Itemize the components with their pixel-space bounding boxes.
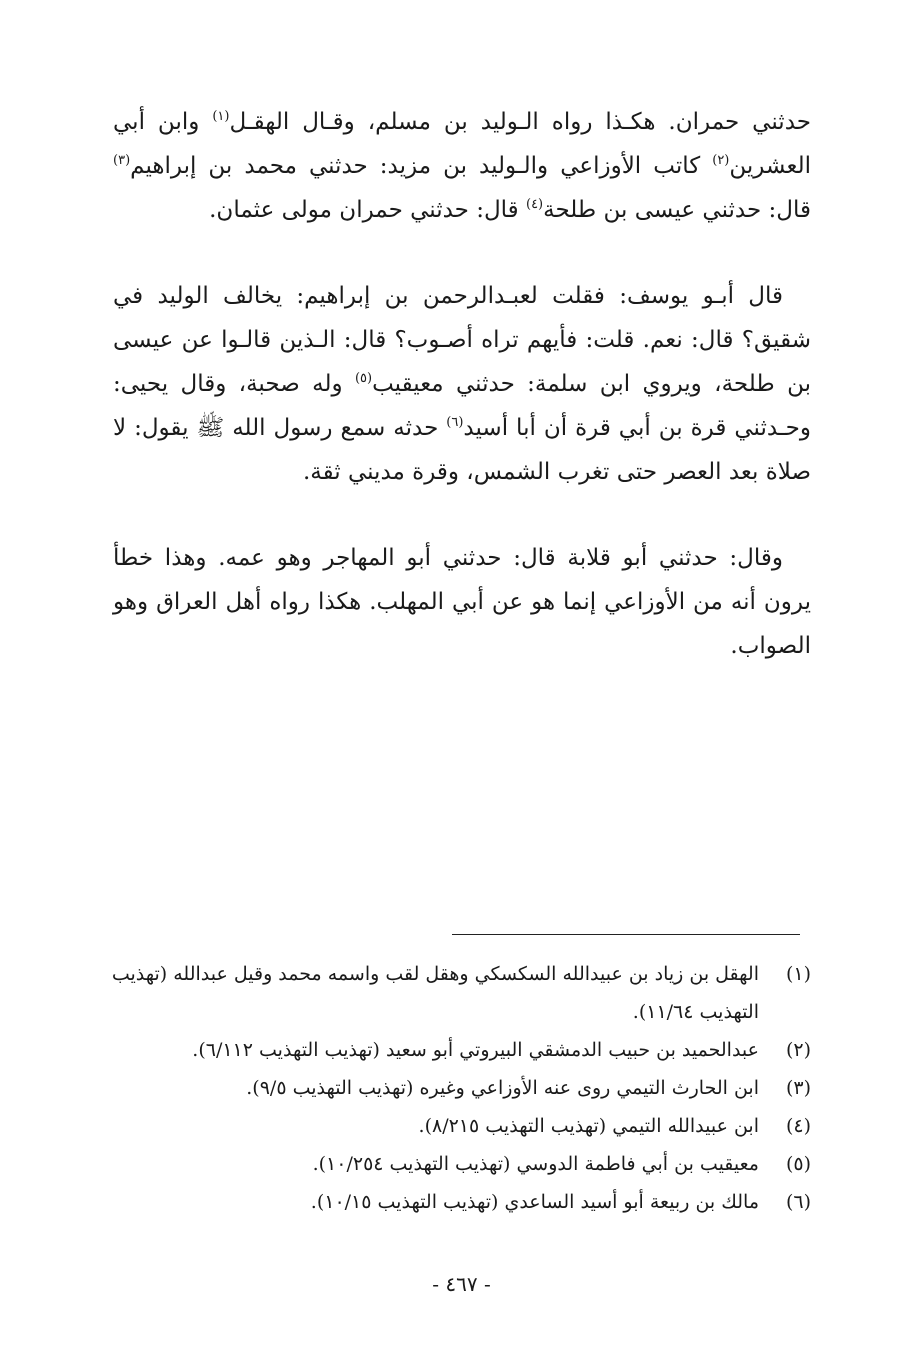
footnote-text: مالك بن ربيعة أبو أسيد الساعدي (تهذيب التهذيب ١٠/١٥). [310, 1191, 759, 1213]
footnote-text: الهقل بن زياد بن عبيدالله السكسكي وهقل لقب واسمه محمد وقيل عبدالله (تهذيب التهذيب ١١/٦٤). [111, 963, 759, 1023]
footnote-text: عبدالحميد بن حبيب الدمشقي البيروتي أبو سعيد (تهذيب التهذيب ٦/١١٢). [192, 1039, 759, 1061]
main-text [113, 100, 811, 710]
footnote-ref: (٦) [446, 415, 464, 430]
footnote [111, 955, 811, 1031]
footnote [111, 1145, 811, 1183]
footnote-number: (٢) [785, 1039, 811, 1061]
text-run: وابن أبي العشرين [113, 109, 811, 179]
footnote-number: (٣) [785, 1077, 811, 1099]
text-run: قال: حدثني حمران مولى عثمان. [209, 197, 526, 223]
footnote-text: ابن عبيدالله التيمي (تهذيب التهذيب ٨/٢١٥). [418, 1115, 759, 1137]
footnote-text: معيقيب بن أبي فاطمة الدوسي (تهذيب التهذيب ١٠/٢٥٤). [312, 1153, 759, 1175]
text-run: حدثه سمع رسول الله ﷺ يقول: لا صلاة بعد العصر حتى تغرب الشمس، وقرة مديني ثقة. [113, 415, 811, 485]
footnotes [111, 955, 811, 1221]
footnote-separator [452, 934, 800, 935]
footnote-ref: (٣) [113, 153, 131, 168]
text-run: كاتب الأوزاعي والـوليد بن مزيد: حدثني محمد بن إبراهيم [130, 153, 713, 179]
text-run: حدثني حمران. هكـذا رواه الـوليد بن مسلم، وقـال الهقـل [229, 109, 811, 135]
footnote-ref: (١) [212, 109, 230, 124]
footnote-number: (٥) [785, 1153, 811, 1175]
text-run: وله صحبة، وقال يحيى: وحـدثني قرة بن أبي قرة أن أبا أسيد [113, 371, 811, 441]
footnote-text: ابن الحارث التيمي روى عنه الأوزاعي وغيره (تهذيب التهذيب ٩/٥). [246, 1077, 759, 1099]
paragraph-2 [113, 274, 811, 494]
paragraph-1 [113, 100, 811, 232]
footnote-ref: (٢) [712, 153, 730, 168]
footnote [111, 1031, 811, 1069]
footnote-number: (٤) [785, 1115, 811, 1137]
text-run: قال: حدثني عيسى بن طلحة [543, 197, 811, 223]
page-number: - ٤٦٧ - [432, 1272, 491, 1296]
footnote-number: (٦) [785, 1191, 811, 1213]
footnote [111, 1183, 811, 1221]
footnote [111, 1069, 811, 1107]
text-run: وقال: حدثني أبو قلابة قال: حدثني أبو المهاجر وهو عمه. وهذا خطأ يرون أنه من الأوزاعي إنما هو عن أبي المهلب. هكذا رواه أهل العراق وهو الصواب. [113, 545, 811, 659]
footnote [111, 1107, 811, 1145]
footnote-ref: (٥) [354, 371, 373, 386]
text-run: قال أبـو يوسف: فقلت لعبـدالرحمن بن إبراهيم: يخالف الوليد في شقيق؟ قال: نعم. قلت: فأيهم تراه أصـوب؟ قال: الـذين قالـوا عن عيسى بن طلحة، ويروي ابن سلمة: حدثني معيقيب [113, 283, 811, 397]
paragraph-3 [113, 536, 811, 668]
footnote-number: (١) [785, 963, 811, 985]
footnote-ref: (٤) [525, 197, 544, 212]
